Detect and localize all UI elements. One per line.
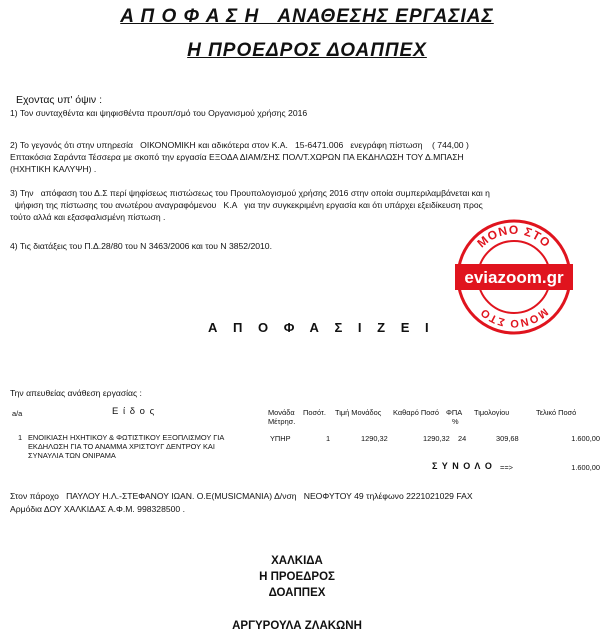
clause-2-line-2: Επτακόσια Σαράντα Τέσσερα με σκοπό την εργασία ΕΞΟΔΑ ΔΙΑΜ/ΣΗΣ ΠΟΛ/Τ.ΧΩΡΩΝ ΠΑ ΕΚΔΗΛΩΣΗ ΤΟΥ Δ.ΜΠΑΣΗ — [10, 152, 464, 162]
header-qty: Ποσότ. — [303, 408, 326, 417]
intro-text: Εχοντας υπ' όψιν : — [16, 94, 103, 106]
row-unit: ΥΠΗΡ — [270, 434, 291, 443]
header-vat-2: % — [452, 417, 459, 426]
sum-label: Σ Υ Ν Ο Λ Ο — [432, 461, 493, 471]
contractor-line-1: Στον πάροχο ΠΑΥΛΟΥ Η.Λ.-ΣΤΕΦΑΝΟΥ ΙΩΑΝ. Ο.Ε(MUSICMANIA) Δ/νση ΝΕΟΦΥΤΟΥ 49 τηλέφωνο 2221021029 FAX — [10, 491, 473, 501]
header-aa: a/a — [12, 409, 23, 418]
stamp-svg — [455, 218, 573, 336]
stamp-top-text: ΜΟΝΟ ΣΤΟ — [474, 223, 554, 251]
signature-name: ΑΡΓΥΡΟΥΛΑ ΖΛΑΚΩΝΗ — [232, 620, 362, 632]
clause-3-line-3: τούτο αλλά και εξασφαλισμένη πίστωση . — [10, 212, 166, 222]
signature-role: Η ΠΡΟΕΔΡΟΣ — [259, 571, 335, 583]
clause-2-line-3: (ΗΧΗΤΙΚΗ ΚΑΛΥΨΗ) . — [10, 164, 97, 174]
sum-value: 1.600,00 — [571, 463, 600, 472]
stamp-brand: eviazoom.gr — [464, 268, 564, 287]
clause-1: 1) Τον συνταχθέντα και ψηφισθέντα προυπ/σμό του Οργανισμού χρήσης 2016 — [10, 108, 308, 118]
row-desc-line-3: ΣΥΝΑΥΛΙΑ ΤΩΝ ΟΝΙΡΑΜΑ — [28, 451, 116, 460]
header-total: Τελικό Ποσό — [536, 408, 577, 417]
clause-2-line-1: 2) Το γεγονός ότι στην υπηρεσία ΟΙΚΟΝΟΜΙΚΗ και αδικότερα στον Κ.Α. 15-6471.006 ενεγράφη πίστωση ( 744,00 ) — [10, 140, 469, 150]
row-invoice: 309,68 — [496, 434, 519, 443]
row-vat: 24 — [458, 434, 467, 443]
row-total: 1.600,00 — [571, 434, 600, 443]
header-unit-2: Μέτρησ. — [268, 417, 296, 426]
document-subtitle: Η ΠΡΟΕΔΡΟΣ ΔΟΑΠΠΕΧ — [187, 40, 427, 61]
header-net: Καθαρό Ποσό — [393, 408, 439, 417]
clause-3-line-1: 3) Την απόφαση του Δ.Σ περί ψηφίσεως πιστώσεως του Προυπολογισμού χρήσης 2016 στην οποία συμπεριλαμβάνεται και η — [10, 188, 490, 198]
header-vat: ΦΠΑ — [446, 408, 463, 417]
clause-3-line-2: ψήφιση της πίστωσης του ανωτέρου αναγραφόμενου Κ.Α για την συγκεκριμένη εργασία και ότι υπάρχει εξειδίκευση προς — [10, 200, 483, 210]
header-unit-price: Τιμή Μονάδος — [335, 408, 382, 417]
row-qty: 1 — [326, 434, 331, 443]
contractor-line-2: Αρμόδια ΔΟΥ ΧΑΛΚΙΔΑΣ Α.Φ.Μ. 998328500 . — [10, 504, 185, 514]
signature-city: ΧΑΛΚΙΔΑ — [271, 555, 323, 567]
document-title: Α Π Ο Φ Α Σ Η ΑΝΑΘΕΣΗΣ ΕΡΓΑΣΙΑΣ — [120, 6, 494, 27]
direct-assignment-text: Την απευθείας ανάθεση εργασίας : — [10, 388, 142, 398]
decides-heading: Α Π Ο Φ Α Σ Ι Ζ Ε Ι — [208, 320, 435, 335]
clause-4: 4) Τις διατάξεις του Π.Δ.28/80 του Ν 3463/2006 και του Ν 3852/2010. — [10, 241, 272, 251]
stamp-bottom-text: ΜΟΝΟ ΣΤΟ — [478, 305, 550, 330]
sum-arrow: ==> — [500, 463, 513, 472]
signature-org: ΔΟΑΠΠΕΧ — [268, 587, 326, 599]
header-unit: Μονάδα — [268, 408, 295, 417]
header-item: Ε ί δ ο ς — [112, 406, 156, 417]
row-aa: 1 — [18, 433, 23, 442]
header-invoice: Τιμολογίου — [474, 408, 510, 417]
row-unit-price: 1290,32 — [361, 434, 388, 443]
row-net: 1290,32 — [423, 434, 450, 443]
eviazoom-stamp — [455, 218, 573, 336]
row-desc-line-1: ΕΝΟΙΚΙΑΣΗ ΗΧΗΤΙΚΟΥ & ΦΩΤΙΣΤΙΚΟΥ ΕΞΟΠΛΙΣΜΟΥ ΓΙΑ — [28, 433, 225, 442]
row-desc-line-2: ΕΚΔΗΛΩΣΗ ΓΙΑ ΤΟ ΑΝΑΜΜΑ ΧΡΙΣΤΟΥΓ ΔΕΝΤΡΟΥ ΚΑΙ — [28, 442, 215, 451]
